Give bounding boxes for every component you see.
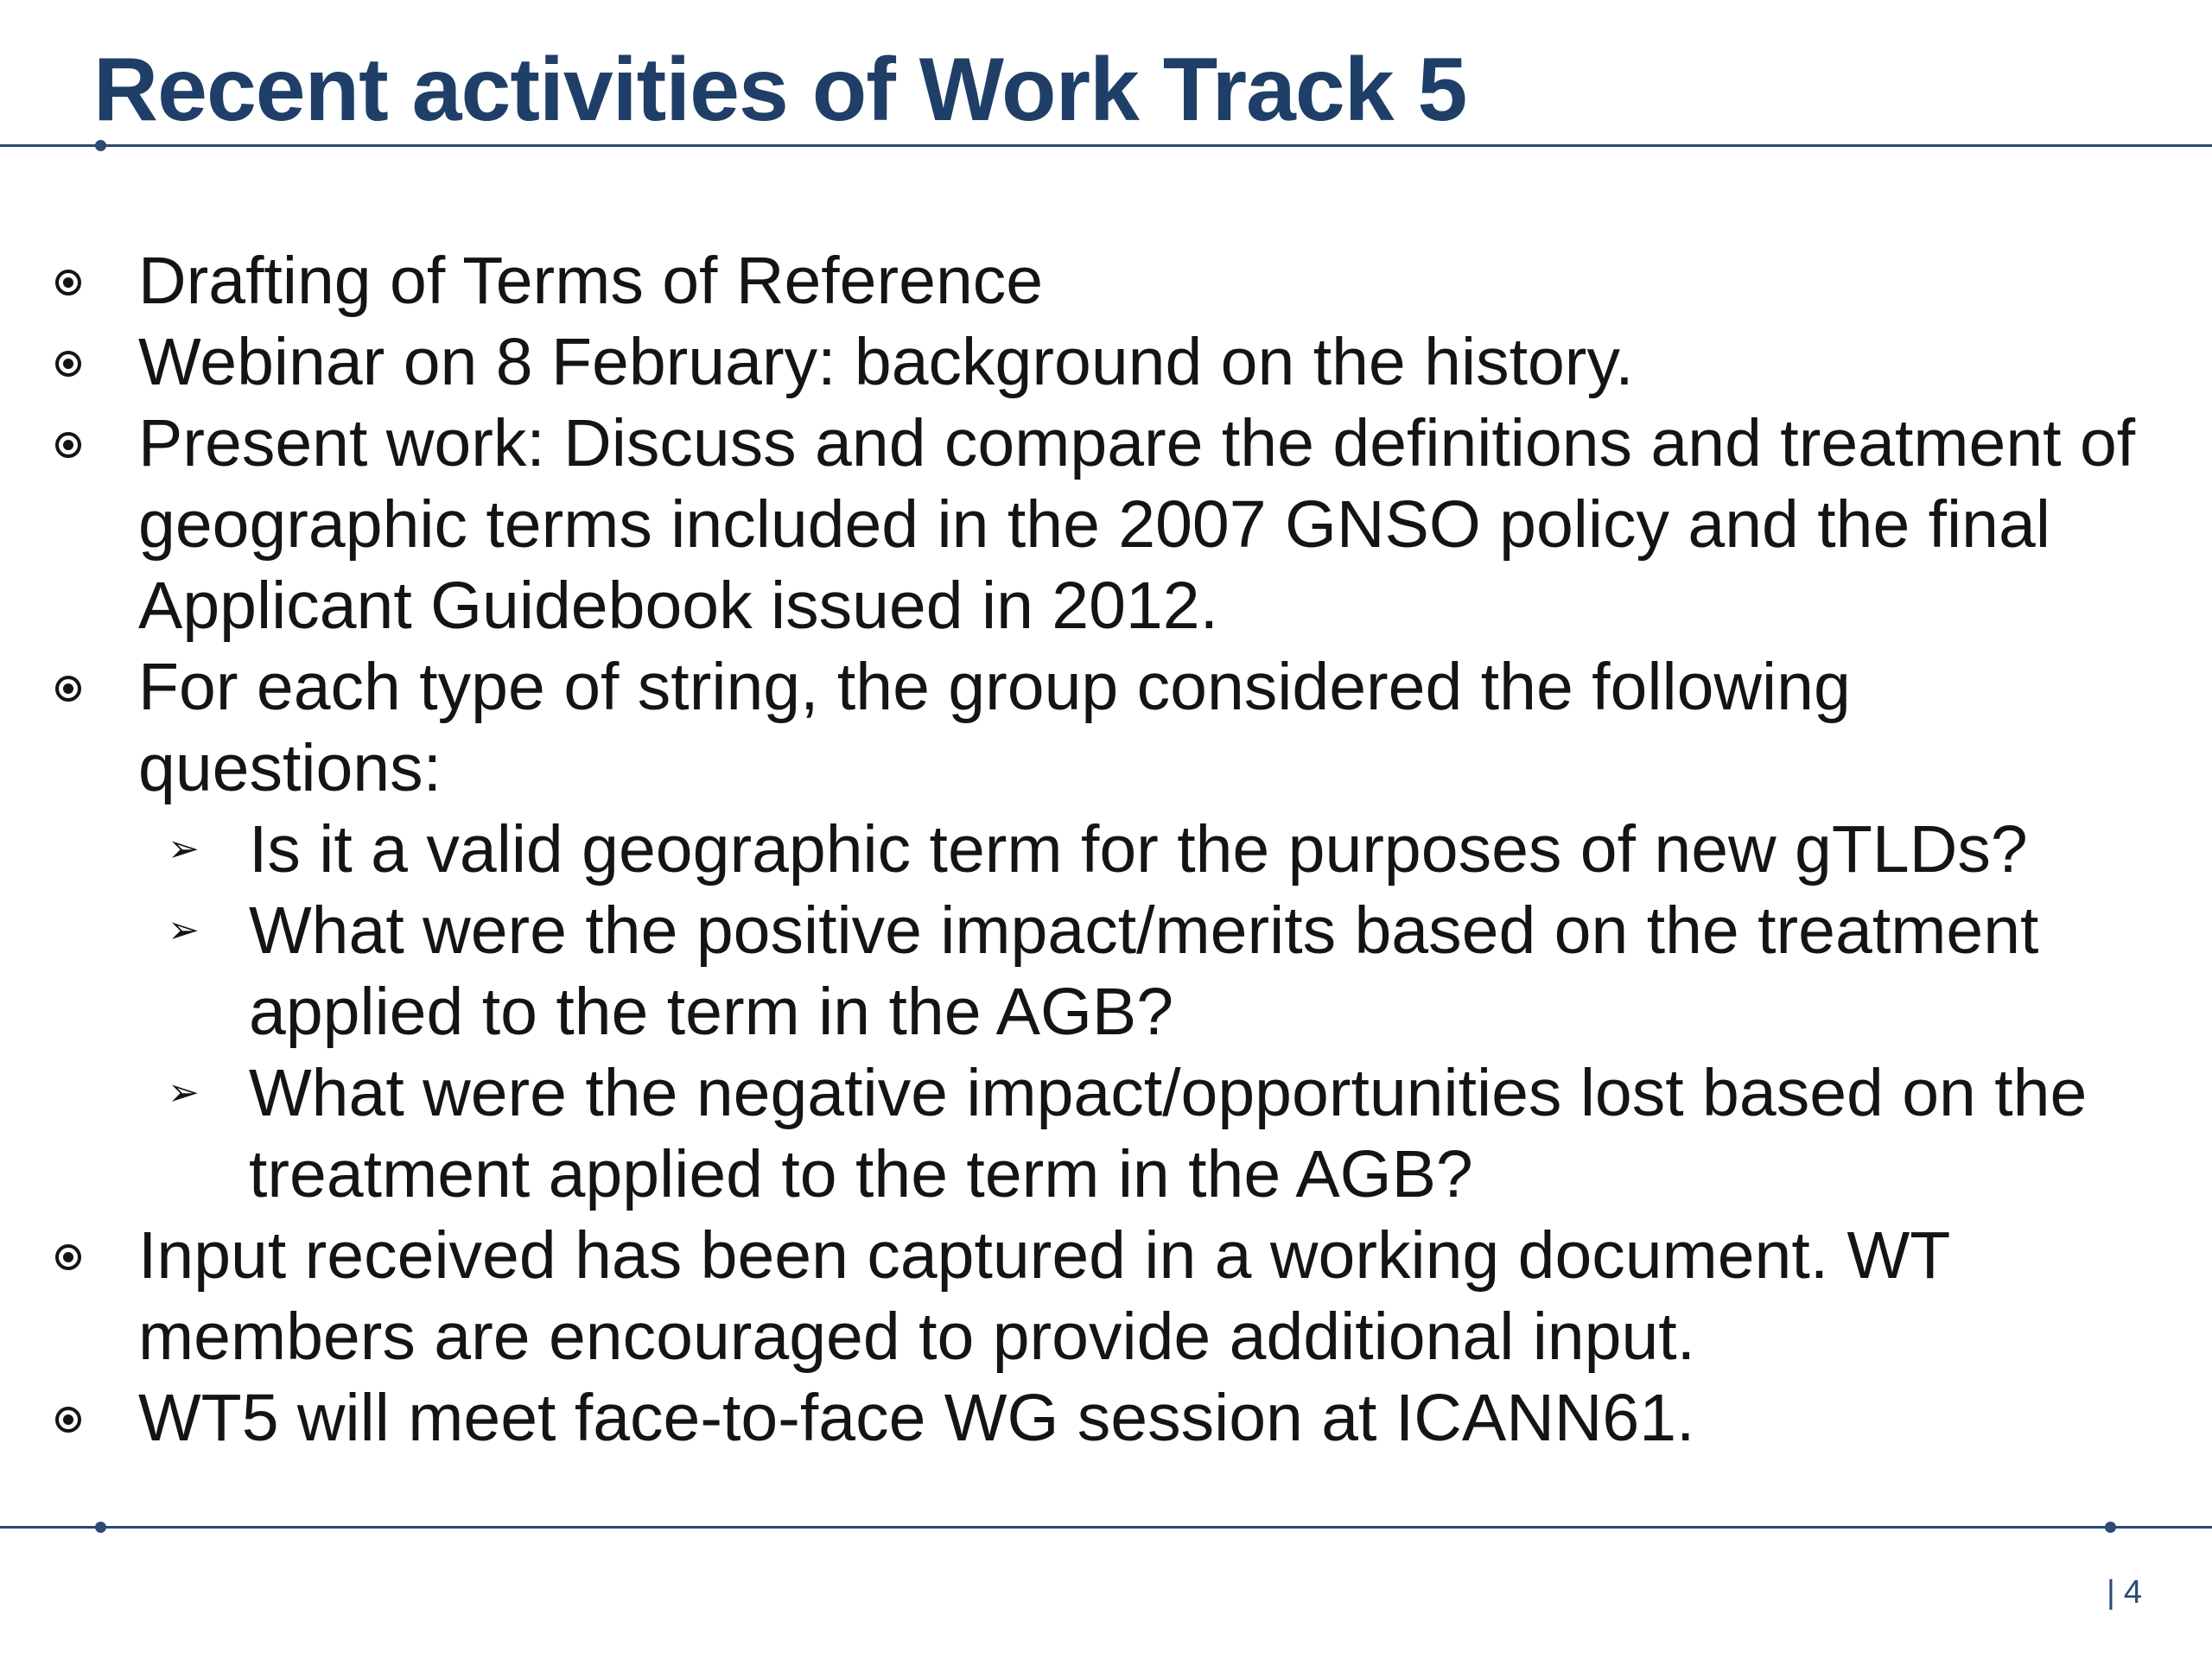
circle-bullet-icon: [55, 1407, 81, 1433]
sub-bullet-text: What were the negative impact/opportunities lost based on the treatment applied to the term in the AGB?: [249, 1056, 2088, 1211]
bullet-text: Present work: Discuss and compare the definitions and treatment of geographic terms included in the 2007 GNSO policy and the final Applicant Guidebook issued in 2012.: [138, 406, 2136, 643]
circle-bullet-icon: [55, 676, 81, 702]
slide-title: Recent activities of Work Track 5: [93, 40, 1467, 140]
bullet-item: [0, 240, 2160, 321]
sub-bullet-text: Is it a valid geographic term for the purposes of new gTLDs?: [249, 812, 2028, 887]
header-rule-dot: [95, 140, 106, 151]
sub-bullet-item: [0, 890, 2167, 1052]
bullet-item: [0, 646, 2160, 809]
sub-bullet-item: [0, 809, 2167, 890]
circle-bullet-icon: [55, 1244, 81, 1270]
bullet-item: [0, 1377, 2160, 1459]
footer-rule-dot-left: [95, 1522, 106, 1533]
bullet-item: [0, 403, 2160, 646]
footer-rule: [0, 1526, 2212, 1529]
bullet-text: Webinar on 8 February: background on the history.: [138, 325, 1634, 399]
page-number-value: 4: [2123, 1574, 2143, 1611]
footer-rule-dot-right: [2105, 1522, 2116, 1533]
bullet-text: Drafting of Terms of Reference: [138, 244, 1044, 318]
header-rule: [0, 144, 2212, 147]
bullet-text: Input received has been captured in a working document. WT members are encouraged to provide additional input.: [138, 1218, 1949, 1374]
bullet-item: [0, 1215, 2160, 1377]
bullet-item: [0, 321, 2160, 403]
page-separator: |: [2107, 1574, 2115, 1611]
bullet-text: For each type of string, the group considered the following questions:: [138, 650, 1851, 805]
arrow-bullet-icon: ➢: [168, 827, 200, 871]
sub-bullet-item: [0, 1052, 2167, 1215]
circle-bullet-icon: [55, 351, 81, 377]
bullet-text: WT5 will meet face-to-face WG session at ICANN61.: [138, 1381, 1695, 1455]
bullet-list: [0, 240, 2212, 1459]
circle-bullet-icon: [55, 270, 81, 296]
sub-bullet-text: What were the positive impact/merits based on the treatment applied to the term in the AGB?: [249, 893, 2039, 1049]
arrow-bullet-icon: ➢: [168, 908, 200, 952]
circle-bullet-icon: [55, 432, 81, 458]
page-number: [2107, 1574, 2142, 1611]
arrow-bullet-icon: ➢: [168, 1071, 200, 1115]
